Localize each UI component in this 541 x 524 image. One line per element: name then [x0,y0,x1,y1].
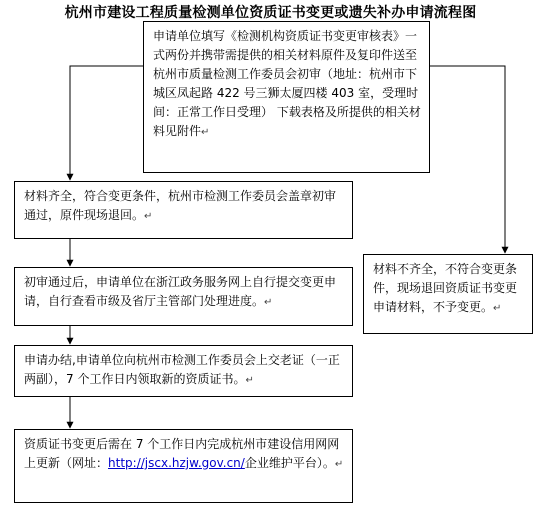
step-initial-approval-text: 材料齐全，符合变更条件，杭州市检测工作委员会盖章初审通过，原件现场退回。 [24,189,337,222]
step-credit-update-text: 资质证书变更后需在 7 个工作日内完成杭州市建设信用网网上更新（网址： [24,437,340,470]
credit-website-link[interactable]: http://jscx.hzjw.gov.cn/ [108,456,245,470]
paragraph-mark: ↵ [264,297,273,308]
step-credit-update-text-end: 企业维护平台）。 [244,456,335,470]
connector-submit-to-rejected [430,66,505,253]
paragraph-mark: ↵ [493,303,502,314]
step-credit-update [14,429,353,503]
connector-submit-to-approved [70,66,143,180]
step-rejected-text: 材料不齐全，不符合变更条件，现场退回资质证书变更申请材料，不予变更。 [373,262,518,314]
step-rejected [363,254,533,334]
step-submit-application [143,21,430,173]
paragraph-mark: ↵ [201,127,210,138]
step-submit-application-text: 申请单位填写《检测机构资质证书变更审核表》一式两份并携带需提供的相关材料原件及复印件送至杭州市质量检测工作委员会初审（地址：杭州市下城区凤起路 422 号三狮太厦四楼 403 室，受理时间：正常工作日受理） 下载表格及所提供的相关材料见附件 [153,29,421,138]
paragraph-mark: ↵ [334,459,344,470]
flowchart-title: 杭州市建设工程质量检测单位资质证书变更或遗失补办申请流程图 [64,5,477,21]
step-new-certificate-text: 申请办结,申请单位向杭州市检测工作委员会上交老证（一正两副），7 个工作日内领取新的资质证书。 [24,353,340,386]
paragraph-mark: ↵ [144,211,153,222]
step-initial-approval [14,181,353,239]
step-new-certificate [14,345,353,397]
paragraph-mark: ↵ [245,375,254,386]
step-online-application-text: 初审通过后，申请单位在浙江政务服务网上自行提交变更申请，自行查看市级及省厅主管部门处理进度。 [24,275,337,308]
step-online-application [14,267,353,326]
